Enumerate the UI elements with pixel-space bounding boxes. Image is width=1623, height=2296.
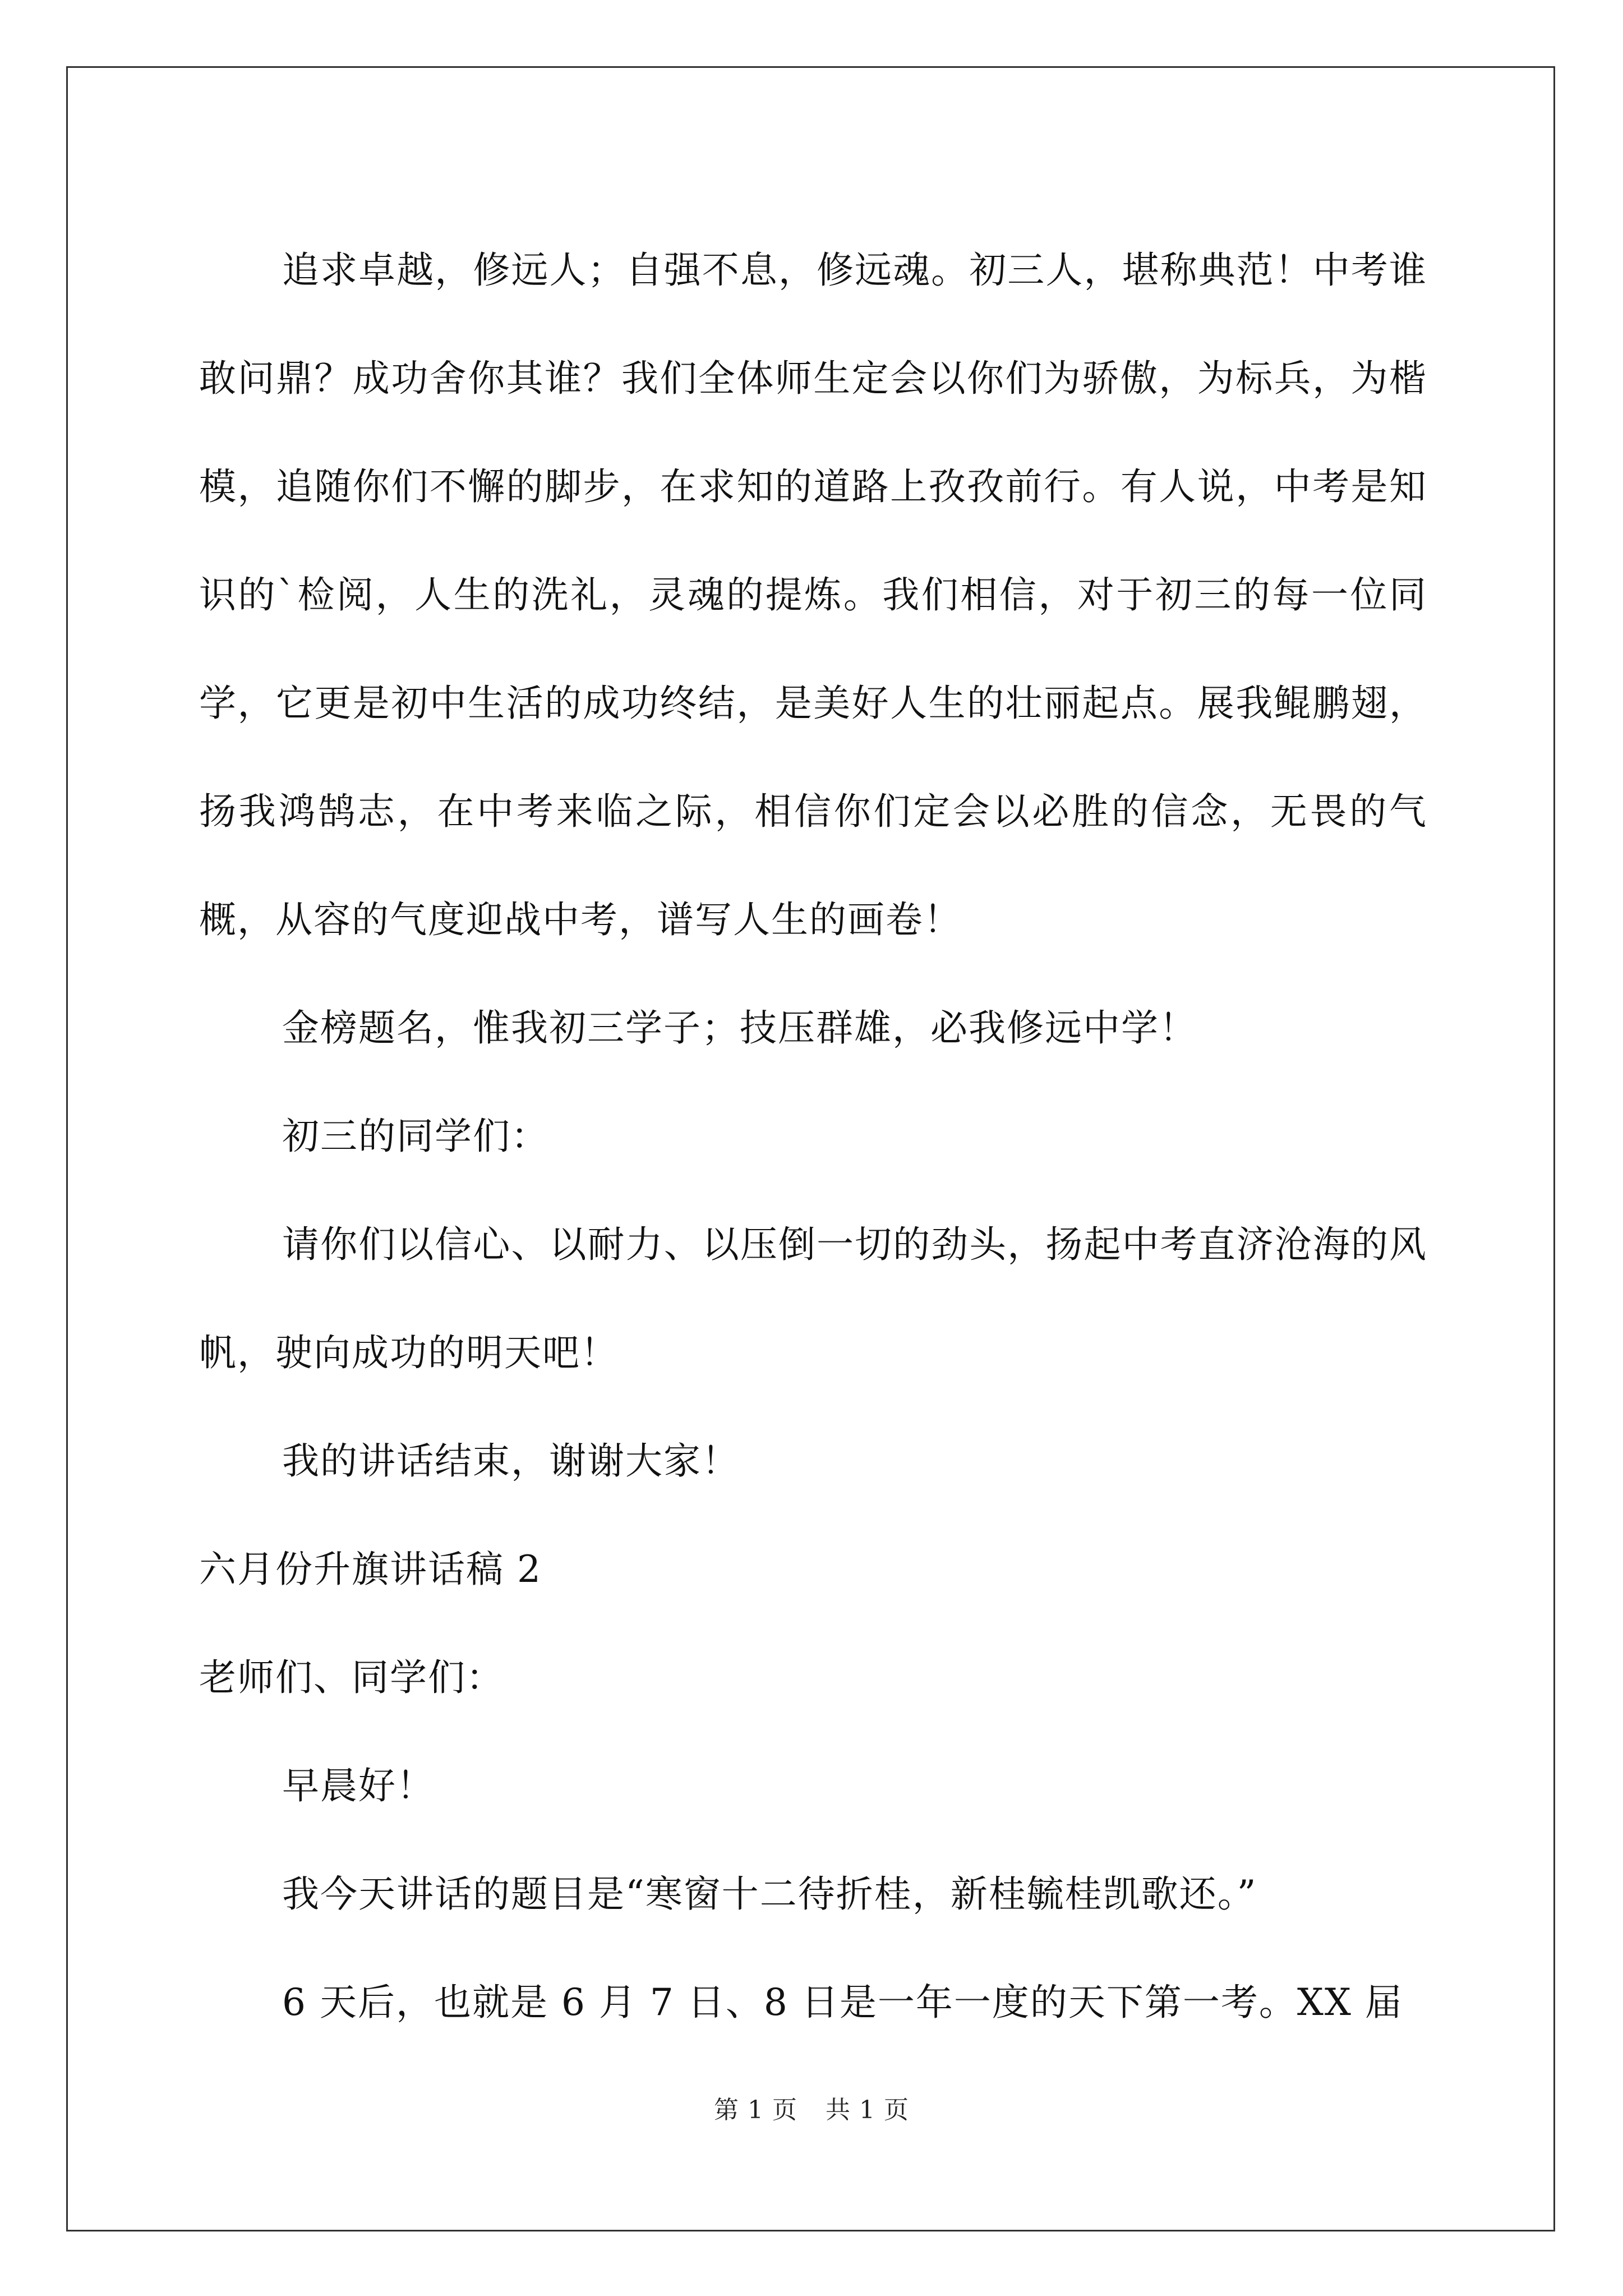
paragraph-exam-date: 6 天后，也就是 6 月 7 日、8 日是一年一度的天下第一考。XX 届 bbox=[282, 1981, 1403, 2024]
paragraph-closing: 我的讲话结束，谢谢大家！ bbox=[282, 1439, 740, 1483]
document-body bbox=[199, 216, 1427, 2056]
page-number-total: 共 1 页 bbox=[826, 2096, 909, 2124]
paragraph-greeting: 早晨好！ bbox=[282, 1764, 435, 1807]
paragraph-topic: 我今天讲话的题目是“寒窗十二待折桂，新桂毓桂凯歌还。” bbox=[282, 1872, 1257, 1916]
paragraph-salutation-all: 老师们、同学们： bbox=[199, 1656, 504, 1699]
paragraph-salutation-grade3: 初三的同学们： bbox=[282, 1115, 549, 1158]
paragraph-slogan: 金榜题名，惟我初三学子；技压群雄，必我修远中学！ bbox=[282, 1006, 1197, 1050]
page-number-current: 第 1 页 bbox=[714, 2096, 797, 2124]
paragraph-intro: 追求卓越，修远人；自强不息，修远魂。初三人，堪称典范！中考谁敢问鼎？成功舍你其谁？我们全体师生定会以你们为骄傲，为标兵，为楷模，追随你们不懈的脚步，在求知的道路上孜孜前行。有人说，中考是知识的`检阅，人生的洗礼，灵魂的提炼。我们相信，对于初三的每一位同学，它更是初中生活的成功终结，是美好人生的壮丽起点。展我鲲鹏翅，扬我鸿鹄志，在中考来临之际，相信你们定会以必胜的信念，无畏的气概，从容的气度迎战中考，谱写人生的画卷！ bbox=[199, 249, 1427, 941]
section-heading: 六月份升旗讲话稿 2 bbox=[199, 1548, 542, 1591]
paragraph-encouragement: 请你们以信心、以耐力、以压倒一切的劲头，扬起中考直济沧海的风帆，驶向成功的明天吧！ bbox=[199, 1223, 1427, 1374]
page-footer bbox=[0, 2090, 1623, 2125]
